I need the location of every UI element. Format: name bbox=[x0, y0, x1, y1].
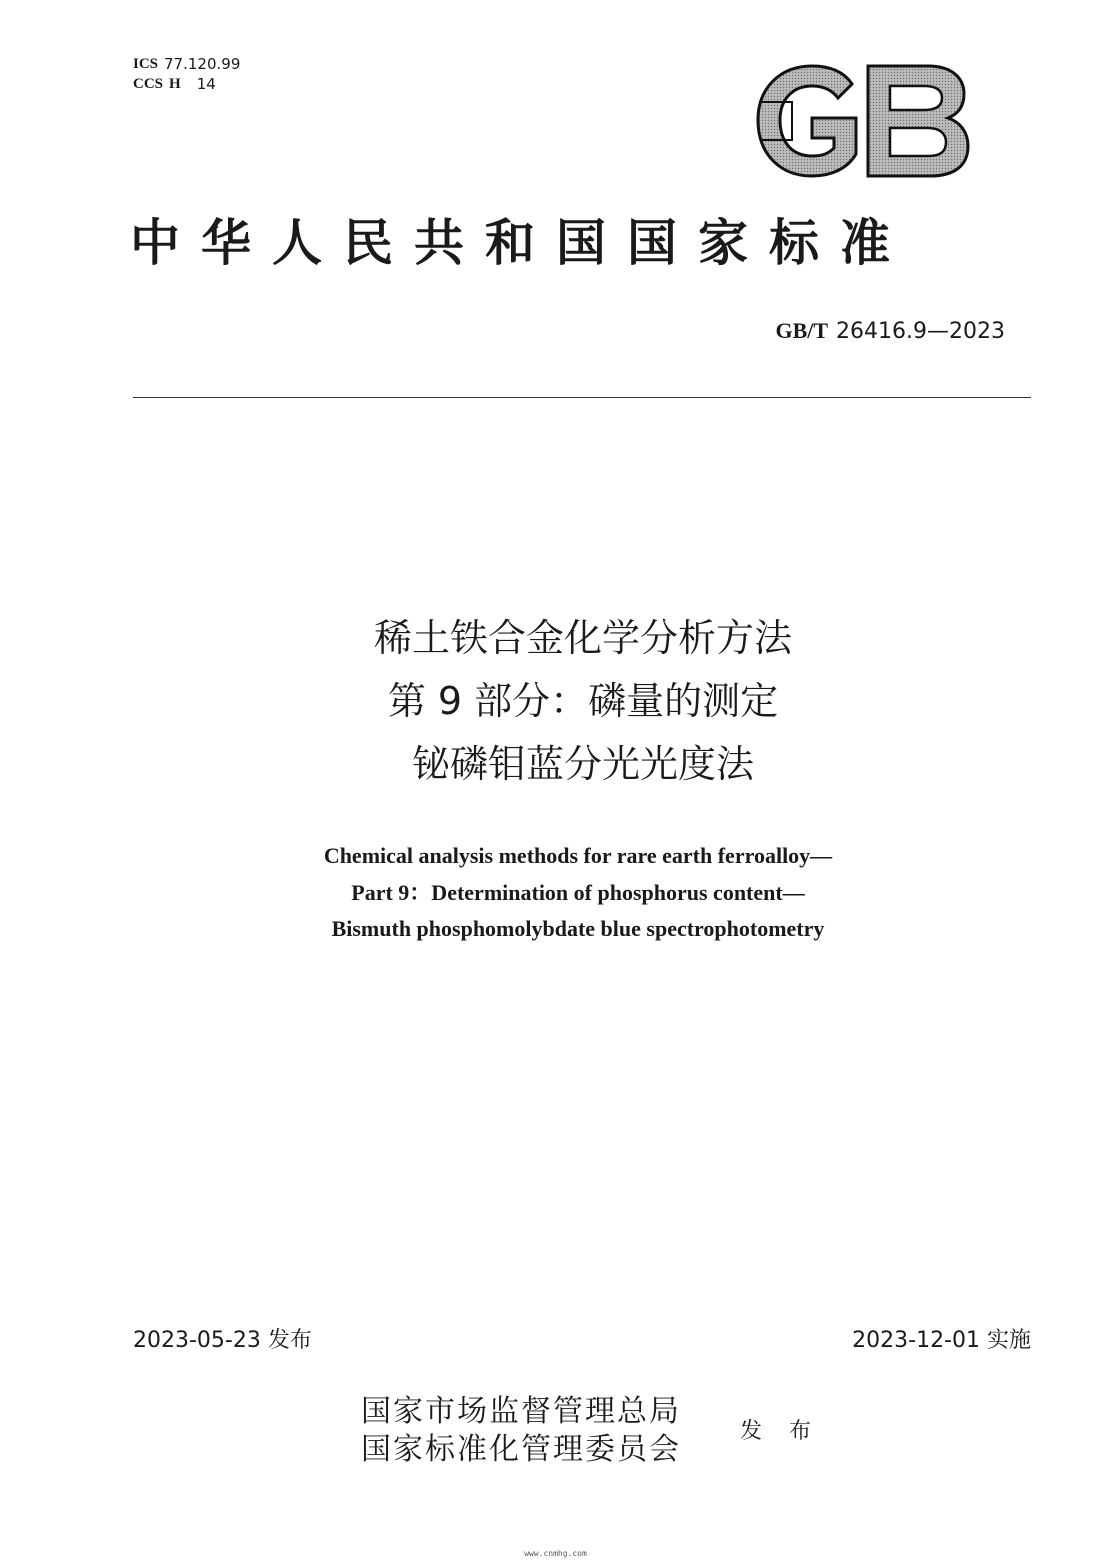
ccs-code-row bbox=[133, 74, 240, 94]
gb-logo bbox=[752, 62, 972, 180]
issue-date: 2023-05-23 发布 bbox=[133, 1328, 312, 1353]
ics-value: 77.120.99 bbox=[164, 55, 241, 73]
english-title-line: Bismuth phosphomolybdate blue spectrophotometry bbox=[331, 916, 825, 941]
ccs-label: CCS bbox=[133, 76, 164, 92]
standard-number bbox=[775, 318, 1005, 344]
chinese-title bbox=[0, 607, 1111, 796]
standard-prefix: GB/T bbox=[775, 318, 829, 343]
ics-code-row bbox=[133, 54, 240, 74]
english-title bbox=[0, 838, 1111, 948]
footer-url: www.cnmhg.com bbox=[524, 1549, 587, 1558]
publish-label: 发 布 bbox=[740, 1419, 821, 1444]
standard-number-value: 26416.9—2023 bbox=[836, 319, 1005, 344]
implementation-date: 2023-12-01 实施 bbox=[852, 1328, 1031, 1353]
ccs-value: 14 bbox=[196, 75, 216, 93]
header-divider bbox=[133, 397, 1031, 398]
ics-label: ICS bbox=[133, 56, 159, 72]
chinese-title-line: 稀土铁合金化学分析方法 bbox=[373, 616, 792, 660]
national-standard-title: 中华人民共和国国家标准 bbox=[130, 213, 911, 272]
chinese-title-line: 第 9 部分：磷量的测定 bbox=[387, 679, 779, 723]
english-title-line: Chemical analysis methods for rare earth ferroalloy— bbox=[323, 843, 833, 868]
english-title-line: Part 9：Determination of phosphorus content— bbox=[351, 879, 805, 905]
issuer-name: 国家市场监督管理总局 bbox=[361, 1394, 681, 1429]
issuing-authorities bbox=[361, 1393, 681, 1469]
chinese-title-line: 铋磷钼蓝分光光度法 bbox=[411, 742, 754, 786]
issuer-name: 国家标准化管理委员会 bbox=[361, 1432, 681, 1467]
classification-codes bbox=[133, 54, 240, 94]
ccs-class: H bbox=[169, 76, 181, 92]
